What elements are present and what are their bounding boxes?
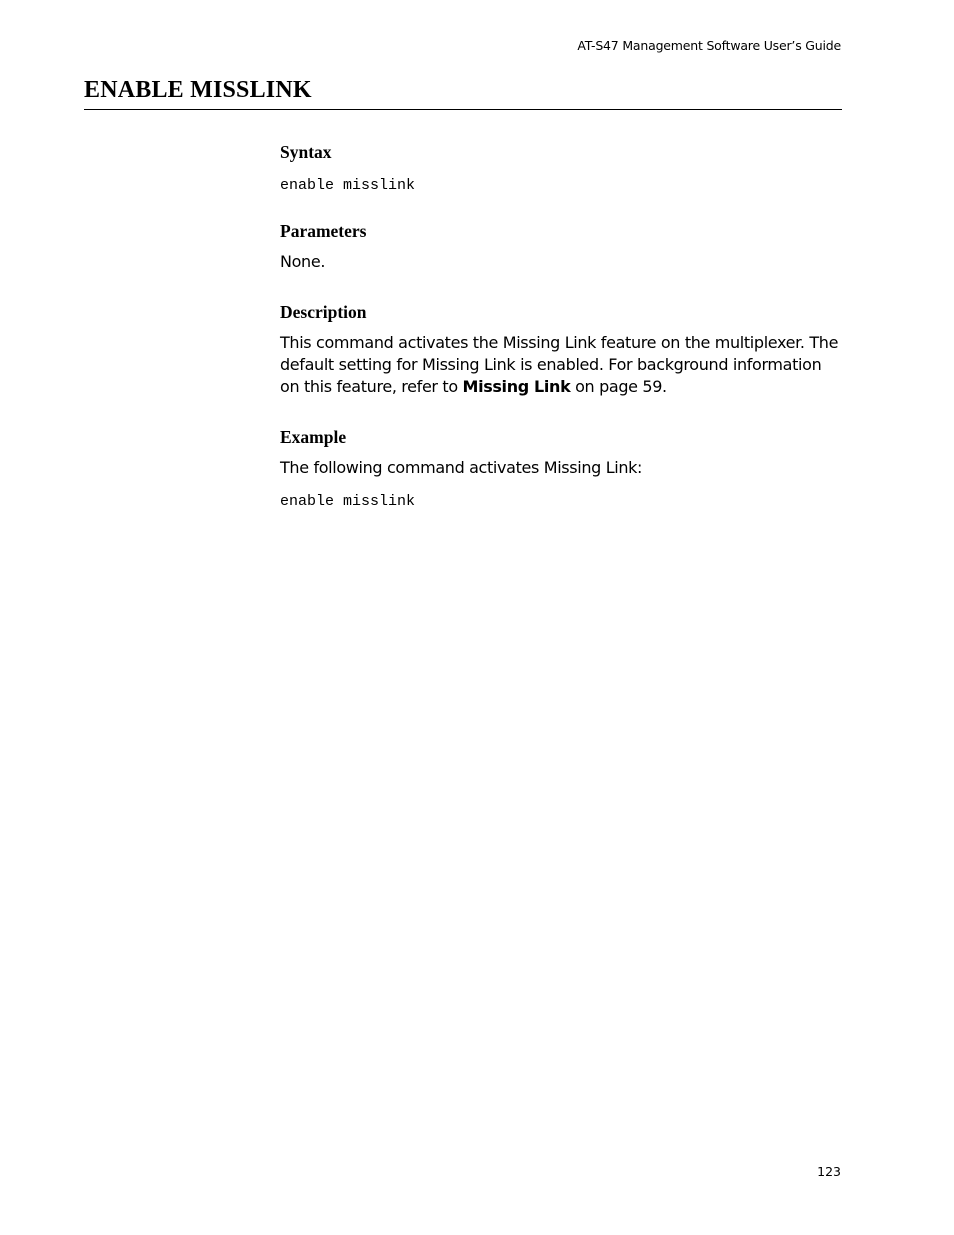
- page-number: 123: [817, 1164, 841, 1179]
- running-header: AT-S47 Management Software User’s Guide: [577, 38, 841, 53]
- description-text: [280, 332, 842, 398]
- parameters-text: None.: [280, 252, 326, 271]
- example-command: enable misslink: [280, 493, 416, 510]
- syntax-heading: Syntax: [280, 142, 332, 162]
- missing-link-xref[interactable]: Missing Link: [462, 377, 571, 396]
- syntax-command: enable misslink: [280, 177, 416, 194]
- example-heading: Example: [280, 427, 347, 447]
- description-text-after: on page 59.: [570, 377, 667, 396]
- description-heading: Description: [280, 302, 367, 322]
- example-intro: The following command activates Missing Link:: [280, 458, 643, 477]
- title-rule: [84, 109, 842, 110]
- section-title: ENABLE MISSLINK: [84, 77, 312, 103]
- parameters-heading: Parameters: [280, 221, 367, 241]
- description-text-before: This command activates the Missing Link feature on the multiplexer. The default setting for Missing Link is enabled. For background information on this feature, refer to: [280, 333, 839, 396]
